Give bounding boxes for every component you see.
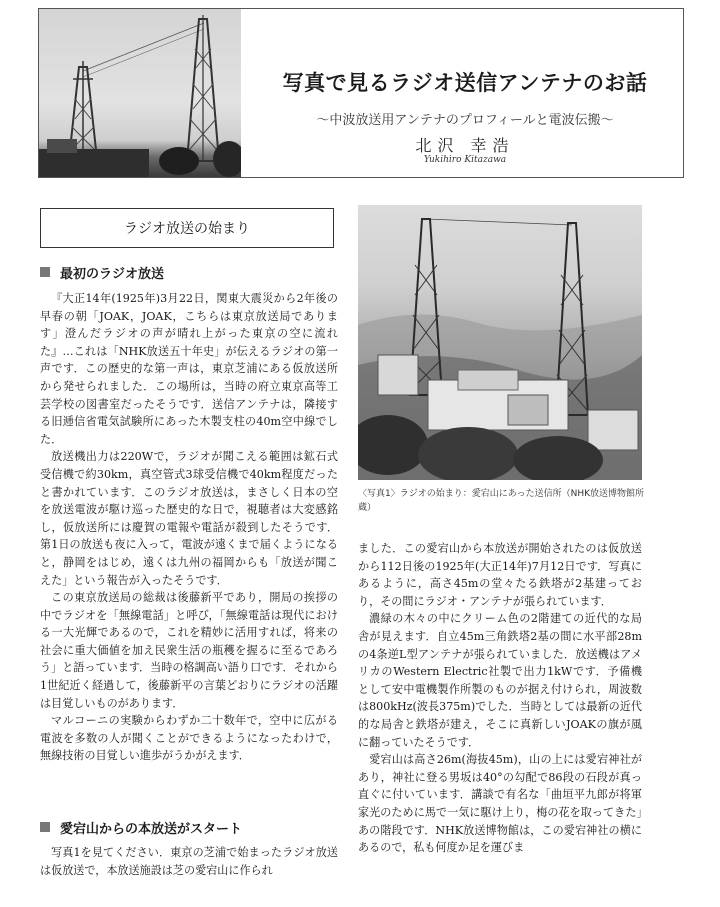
atago-transmitter-photo [358, 205, 642, 480]
photo-caption: 〈写真1〉ラジオの始まり：愛宕山にあった送信所（NHK放送博物館所蔵） [358, 489, 645, 513]
subhead-label: 愛宕山からの本放送がスタート [60, 821, 243, 837]
antenna-towers-illustration [39, 9, 241, 177]
author-name: 北沢 幸浩 [415, 136, 515, 155]
square-bullet-icon [40, 267, 50, 277]
paragraph: マルコーニの実験からわずか二十数年で，空中に広がる電波を多数の人が聞くことができるようになったわけで，無線技術の目覚しい進歩がうかがえます． [40, 714, 338, 763]
paragraph: 愛宕山は高さ26m(海抜45m)，山の上には愛宕神社があり，神社に登る男坂は40°の勾配で86段の石段が真っ直ぐに付いています．講談で有名な「曲垣平九郎が将軍家光のために馬で一気に駆け上り，梅の花を取ってきた」あの階段です．NHK放送博物館は，この愛宕神社の横にあるので，私も何度か足を運びま [358, 753, 642, 855]
article-header [38, 8, 684, 178]
right-column-text [358, 540, 642, 857]
paragraph: 『大正14年(1925年)3月22日，関東大震災から2年後の早春の朝「JOAK，JOAK，こちらは東京放送局であります」澄んだラジオの声が晴れ上がった東京の空に流れた』…これは「NHK放送五十年史」が伝えるラジオの第一声です．この歴史的な第一声は，東京芝浦にある仮放送所から発せられました．この場所は，当時の府立東京高等工芸学校の図書室だったそうです．送信アンテナは，隣接する旧逓信省電気試験所にあった木製支柱の40m空中線でした． [40, 292, 338, 446]
author-name-roman: Yukihiro Kitazawa [423, 155, 507, 165]
square-bullet-icon [40, 822, 50, 832]
transmitter-station-illustration [358, 205, 642, 480]
section-heading: ラジオ放送の始まり [40, 208, 334, 248]
header-antenna-photo [39, 9, 241, 177]
paragraph: 濃緑の木々の中にクリーム色の2階建ての近代的な局舎が見えます．自立45m三角鉄塔2基の間に水平部28mの4条逆L型アンテナが張られていました．放送機はアメリカのWestern Electric社製で出力1kWです．予備機として安中電機製作所製のものが据え付けられ，周波数は800kHz(波長375m)でした．当時としては最新の近代的な局舎と鉄塔が建え，そこに真新しいJOAKの旗が風に翻っていたそうです． [358, 612, 642, 749]
left-column-text [40, 290, 338, 765]
subhead-first-broadcast [40, 262, 340, 282]
paragraph: この東京放送局の総裁は後藤新平であり，開局の挨拶の中でラジオを「無線電話」と呼び，「無線電話は現代における一大光輝であるので，これを精妙に活用すれば，将来の社会に重大価値を加え民衆生活の瓶穫を握るに至るであろう」と語っています．当時の格調高い語り口です．それから1世紀近く経過して，後藤新平の言葉どおりにラジオの活躍は目覚しいものがあります． [40, 591, 338, 710]
paragraph: 写真1を見てください．東京の芝浦で始まったラジオ放送は仮放送で，本放送施設は芝の愛宕山に作られ [40, 846, 338, 877]
subhead-atago-broadcast [40, 817, 340, 837]
paragraph: 放送機出力は220Wで，ラジオが聞こえる範囲は鉱石式受信機で約30km，真空管式3球受信機で40km程度だったと書かれています．このラジオ放送は，まさしく日本の空を放送電波が駆け巡った歴史的な日で，視聴者は大変感銘し，仮放送所には慶賀の電報や電話が殺到したそうです．第1日の放送も夜に入って，電波が遠くまで届くようになると，静岡をはじめ，遠くは九州の福岡からも「放送が聞こえた」という報告が入ったそうです． [40, 450, 338, 587]
article-title: 写真で見るラジオ送信アンテナのお話 [282, 71, 648, 95]
subhead-label: 最初のラジオ放送 [60, 266, 165, 282]
article-subtitle: 〜中波放送用アンテナのプロフィールと電波伝搬〜 [316, 113, 614, 128]
left-column-text-continued [40, 844, 338, 879]
paragraph: ました．この愛宕山から本放送が開始されたのは仮放送から112日後の1925年(大正14年)7月12日です．写真にあるように，高さ45mの堂々たる鉄塔が2基建っており，その間にラジオ・アンテナが張られています． [358, 542, 642, 608]
